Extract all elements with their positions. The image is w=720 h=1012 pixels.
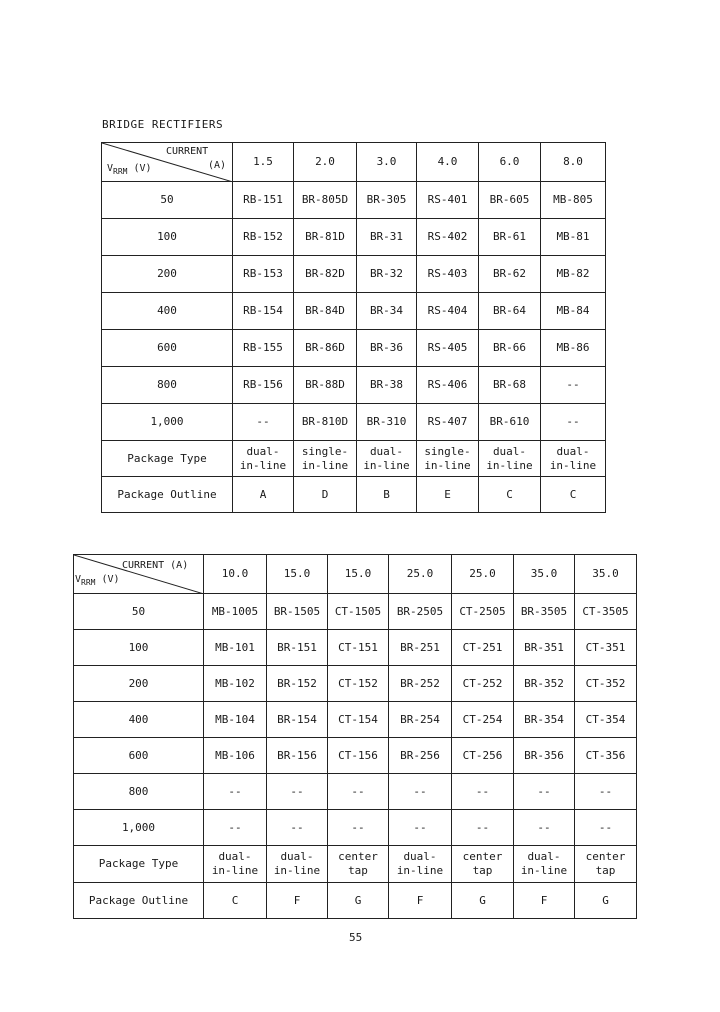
part-cell: BR-254: [389, 702, 452, 738]
package-type-cell: center tap: [452, 846, 514, 883]
package-type-cell: single- in-line: [294, 441, 357, 477]
part-cell: --: [204, 810, 267, 846]
part-cell: BR-605: [479, 182, 541, 219]
part-cell: --: [267, 774, 328, 810]
part-cell: CT-351: [575, 630, 637, 666]
part-cell: MB-82: [541, 256, 606, 293]
part-cell: MB-805: [541, 182, 606, 219]
corner-header: [102, 143, 233, 182]
current-unit: (A): [208, 160, 227, 171]
voltage-label: 600: [74, 738, 204, 774]
corner-header: [74, 555, 204, 594]
package-type-cell: center tap: [575, 846, 637, 883]
part-cell: RB-155: [233, 330, 294, 367]
part-cell: BR-3505: [514, 594, 575, 630]
voltage-label: 50: [102, 182, 233, 219]
part-cell: BR-64: [479, 293, 541, 330]
part-cell: --: [389, 810, 452, 846]
page-number: 55: [349, 931, 363, 944]
table-row: [102, 404, 606, 441]
part-cell: BR-151: [267, 630, 328, 666]
table-row: [74, 666, 637, 702]
package-outline-cell: F: [389, 883, 452, 919]
part-cell: BR-1505: [267, 594, 328, 630]
table-row: [74, 810, 637, 846]
package-type-row: [102, 441, 606, 477]
part-cell: CT-356: [575, 738, 637, 774]
table-row: [74, 774, 637, 810]
current-label: CURRENT: [166, 146, 209, 157]
voltage-label: 400: [74, 702, 204, 738]
voltage-label: 800: [102, 367, 233, 404]
part-cell: --: [328, 810, 389, 846]
package-outline-label: Package Outline: [102, 477, 233, 513]
part-cell: BR-805D: [294, 182, 357, 219]
part-cell: --: [389, 774, 452, 810]
part-cell: --: [514, 810, 575, 846]
current-header: 25.0: [452, 555, 514, 594]
part-cell: BR-84D: [294, 293, 357, 330]
voltage-label: 100: [102, 219, 233, 256]
part-cell: CT-156: [328, 738, 389, 774]
part-cell: --: [514, 774, 575, 810]
table-row: [74, 630, 637, 666]
package-type-row: [74, 846, 637, 883]
part-cell: BR-356: [514, 738, 575, 774]
package-type-cell: dual- in-line: [514, 846, 575, 883]
part-cell: --: [541, 404, 606, 441]
package-outline-cell: G: [452, 883, 514, 919]
part-cell: BR-61: [479, 219, 541, 256]
table-row: [102, 256, 606, 293]
current-header: 10.0: [204, 555, 267, 594]
part-cell: --: [204, 774, 267, 810]
part-cell: MB-1005: [204, 594, 267, 630]
part-cell: BR-66: [479, 330, 541, 367]
package-type-cell: dual- in-line: [357, 441, 417, 477]
table-row: [74, 594, 637, 630]
part-cell: --: [452, 774, 514, 810]
part-cell: CT-152: [328, 666, 389, 702]
part-cell: BR-810D: [294, 404, 357, 441]
package-outline-cell: A: [233, 477, 294, 513]
current-header: 2.0: [294, 143, 357, 182]
voltage-label: 1,000: [102, 404, 233, 441]
part-cell: --: [452, 810, 514, 846]
part-cell: CT-154: [328, 702, 389, 738]
package-outline-row: [102, 477, 606, 513]
part-cell: BR-88D: [294, 367, 357, 404]
part-cell: BR-352: [514, 666, 575, 702]
current-header: 15.0: [267, 555, 328, 594]
table-row: [102, 367, 606, 404]
part-cell: BR-256: [389, 738, 452, 774]
voltage-label: 200: [102, 256, 233, 293]
voltage-label: 50: [74, 594, 204, 630]
package-type-cell: single- in-line: [417, 441, 479, 477]
package-outline-cell: G: [575, 883, 637, 919]
package-outline-cell: B: [357, 477, 417, 513]
package-outline-cell: C: [204, 883, 267, 919]
part-cell: RS-407: [417, 404, 479, 441]
part-cell: BR-81D: [294, 219, 357, 256]
part-cell: RS-406: [417, 367, 479, 404]
part-cell: BR-156: [267, 738, 328, 774]
current-header: 8.0: [541, 143, 606, 182]
part-cell: BR-38: [357, 367, 417, 404]
part-cell: CT-251: [452, 630, 514, 666]
package-type-cell: dual- in-line: [267, 846, 328, 883]
part-cell: BR-68: [479, 367, 541, 404]
part-cell: RS-405: [417, 330, 479, 367]
package-outline-cell: C: [541, 477, 606, 513]
current-label: CURRENT (A): [122, 560, 189, 571]
vrrm-label: $V_{RRM}$ (V): [75, 574, 120, 587]
current-header: 35.0: [575, 555, 637, 594]
part-cell: --: [575, 810, 637, 846]
part-cell: BR-152: [267, 666, 328, 702]
part-cell: RB-154: [233, 293, 294, 330]
current-header: 1.5: [233, 143, 294, 182]
part-cell: --: [575, 774, 637, 810]
part-cell: BR-252: [389, 666, 452, 702]
part-cell: BR-86D: [294, 330, 357, 367]
header-row: [102, 143, 606, 182]
package-outline-cell: C: [479, 477, 541, 513]
part-cell: BR-251: [389, 630, 452, 666]
voltage-label: 100: [74, 630, 204, 666]
package-type-cell: dual- in-line: [541, 441, 606, 477]
voltage-label: 1,000: [74, 810, 204, 846]
part-cell: MB-104: [204, 702, 267, 738]
package-outline-cell: F: [514, 883, 575, 919]
current-header: 3.0: [357, 143, 417, 182]
part-cell: RB-156: [233, 367, 294, 404]
part-cell: --: [233, 404, 294, 441]
page-title: BRIDGE RECTIFIERS: [102, 118, 224, 131]
part-cell: CT-2505: [452, 594, 514, 630]
voltage-label: 400: [102, 293, 233, 330]
part-cell: MB-84: [541, 293, 606, 330]
vrrm-label: $V_{RRM}$ (V): [107, 163, 152, 176]
part-cell: CT-1505: [328, 594, 389, 630]
part-cell: BR-610: [479, 404, 541, 441]
table-row: [102, 182, 606, 219]
current-header: 15.0: [328, 555, 389, 594]
current-header: 25.0: [389, 555, 452, 594]
part-cell: MB-102: [204, 666, 267, 702]
part-cell: BR-354: [514, 702, 575, 738]
package-type-label: Package Type: [74, 846, 204, 883]
part-cell: BR-305: [357, 182, 417, 219]
table-row: [102, 293, 606, 330]
package-outline-cell: D: [294, 477, 357, 513]
part-cell: RB-151: [233, 182, 294, 219]
part-cell: CT-254: [452, 702, 514, 738]
part-cell: BR-82D: [294, 256, 357, 293]
part-cell: --: [541, 367, 606, 404]
part-cell: MB-81: [541, 219, 606, 256]
table-row: [74, 738, 637, 774]
package-outline-cell: F: [267, 883, 328, 919]
part-cell: RS-402: [417, 219, 479, 256]
part-cell: CT-354: [575, 702, 637, 738]
part-cell: BR-62: [479, 256, 541, 293]
part-cell: BR-31: [357, 219, 417, 256]
package-type-label: Package Type: [102, 441, 233, 477]
part-cell: CT-3505: [575, 594, 637, 630]
part-cell: CT-352: [575, 666, 637, 702]
package-outline-label: Package Outline: [74, 883, 204, 919]
part-cell: --: [328, 774, 389, 810]
part-cell: BR-351: [514, 630, 575, 666]
bridge-rectifier-table-1: [101, 142, 606, 513]
header-row: [74, 555, 637, 594]
part-cell: BR-2505: [389, 594, 452, 630]
table-row: [74, 702, 637, 738]
voltage-label: 800: [74, 774, 204, 810]
voltage-label: 200: [74, 666, 204, 702]
part-cell: MB-106: [204, 738, 267, 774]
part-cell: RB-152: [233, 219, 294, 256]
part-cell: CT-256: [452, 738, 514, 774]
current-header: 35.0: [514, 555, 575, 594]
table-row: [102, 219, 606, 256]
package-outline-cell: G: [328, 883, 389, 919]
package-outline-row: [74, 883, 637, 919]
part-cell: RB-153: [233, 256, 294, 293]
table-row: [102, 330, 606, 367]
part-cell: BR-32: [357, 256, 417, 293]
part-cell: MB-86: [541, 330, 606, 367]
current-header: 6.0: [479, 143, 541, 182]
part-cell: BR-154: [267, 702, 328, 738]
voltage-label: 600: [102, 330, 233, 367]
bridge-rectifier-table-2: [73, 554, 637, 919]
part-cell: CT-151: [328, 630, 389, 666]
package-type-cell: center tap: [328, 846, 389, 883]
part-cell: BR-310: [357, 404, 417, 441]
part-cell: BR-36: [357, 330, 417, 367]
part-cell: BR-34: [357, 293, 417, 330]
part-cell: CT-252: [452, 666, 514, 702]
package-type-cell: dual- in-line: [233, 441, 294, 477]
package-type-cell: dual- in-line: [204, 846, 267, 883]
package-type-cell: dual- in-line: [479, 441, 541, 477]
part-cell: RS-403: [417, 256, 479, 293]
part-cell: --: [267, 810, 328, 846]
part-cell: MB-101: [204, 630, 267, 666]
package-type-cell: dual- in-line: [389, 846, 452, 883]
part-cell: RS-404: [417, 293, 479, 330]
current-header: 4.0: [417, 143, 479, 182]
part-cell: RS-401: [417, 182, 479, 219]
package-outline-cell: E: [417, 477, 479, 513]
